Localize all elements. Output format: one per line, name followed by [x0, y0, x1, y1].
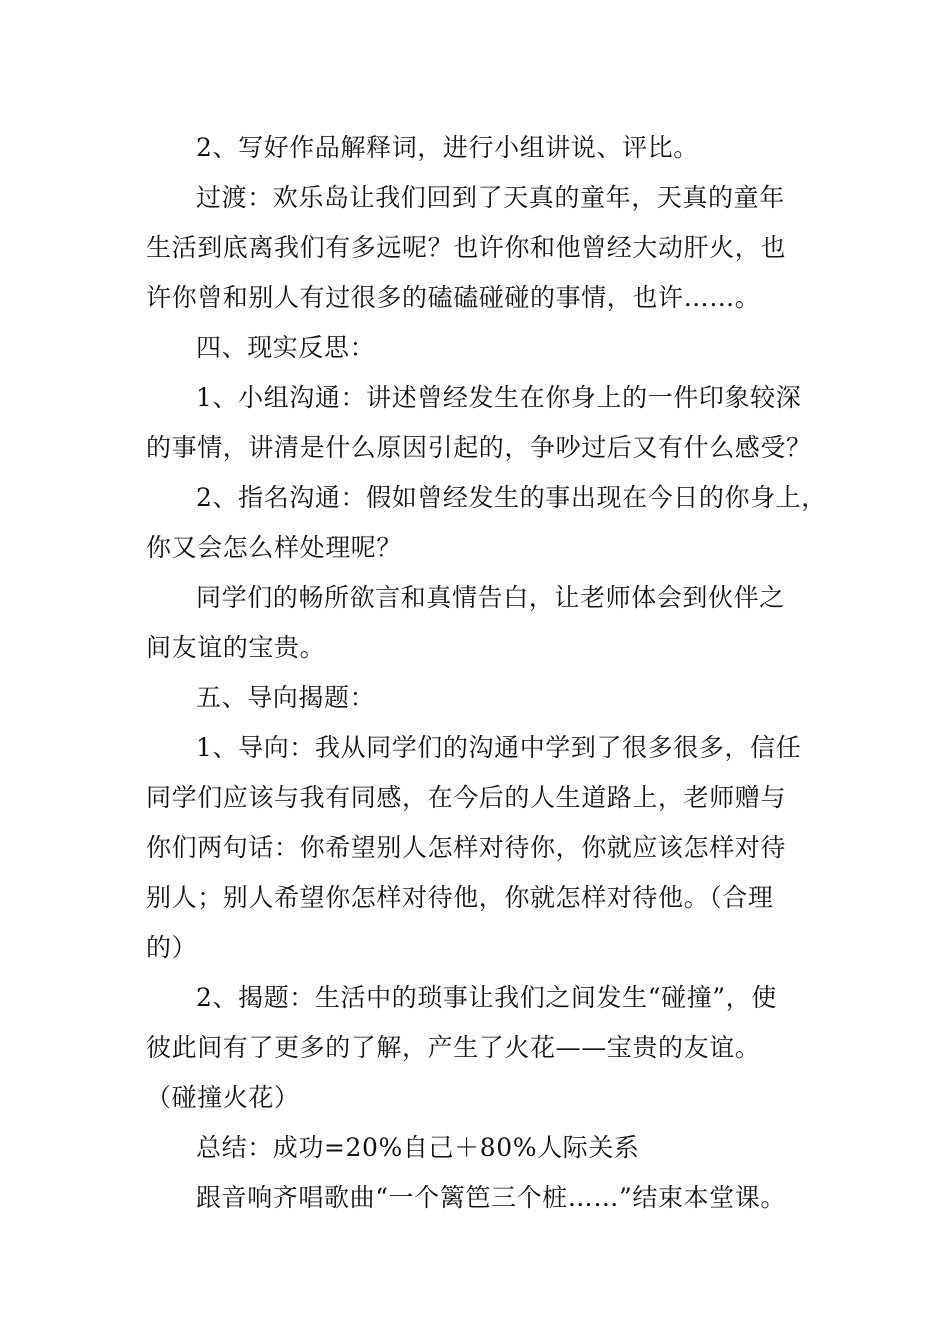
paragraph-line: 生活到底离我们有多远呢？也许你和他曾经大动肝火，也 [146, 233, 787, 262]
paragraph-line: 跟音响齐唱歌曲“一个篱笆三个桩……”结束本堂课。 [196, 1183, 786, 1212]
paragraph-line: 许你曾和别人有过很多的磕磕碰碰的事情，也许……。 [146, 283, 761, 312]
paragraph-line: 的事情，讲清是什么原因引起的，争吵过后又有什么感受？ [146, 433, 812, 462]
paragraph-line: 1、小组沟通：讲述曾经发生在你身上的一件印象较深 [196, 383, 802, 412]
paragraph-line: 同学们应该与我有同感，在今后的人生道路上，老师赠与 [146, 783, 787, 812]
section-heading: 五、导向揭题： [196, 683, 376, 712]
paragraph-line: 2、写好作品解释词，进行小组讲说、评比。 [196, 133, 699, 162]
paragraph-line: 过渡：欢乐岛让我们回到了天真的童年，天真的童年 [196, 183, 785, 212]
summary-line: 总结：成功=20%自己＋80%人际关系 [196, 1133, 640, 1162]
paragraph-line: 1、导向：我从同学们的沟通中学到了很多很多，信任 [196, 733, 802, 762]
section-heading: 四、现实反思： [196, 333, 376, 362]
paragraph-line: 别人；别人希望你怎样对待他，你就怎样对待他。（合理 [146, 883, 774, 912]
paragraph-line: 同学们的畅所欲言和真情告白，让老师体会到伙伴之 [196, 583, 785, 612]
paragraph-line: 2、指名沟通：假如曾经发生的事出现在今日的你身上， [196, 483, 827, 512]
paragraph-line: 你们两句话：你希望别人怎样对待你，你就应该怎样对待 [146, 833, 787, 862]
paragraph-line: 彼此间有了更多的了解，产生了火花——宝贵的友谊。 [146, 1033, 761, 1062]
paragraph-line: 间友谊的宝贵。 [146, 633, 326, 662]
paragraph-line: 2、揭题：生活中的琐事让我们之间发生“碰撞”，使 [196, 983, 777, 1012]
paragraph-line: 你又会怎么样处理呢？ [146, 533, 403, 562]
paragraph-line: （碰撞火花） [146, 1083, 300, 1112]
paragraph-line: 的） [146, 933, 198, 962]
